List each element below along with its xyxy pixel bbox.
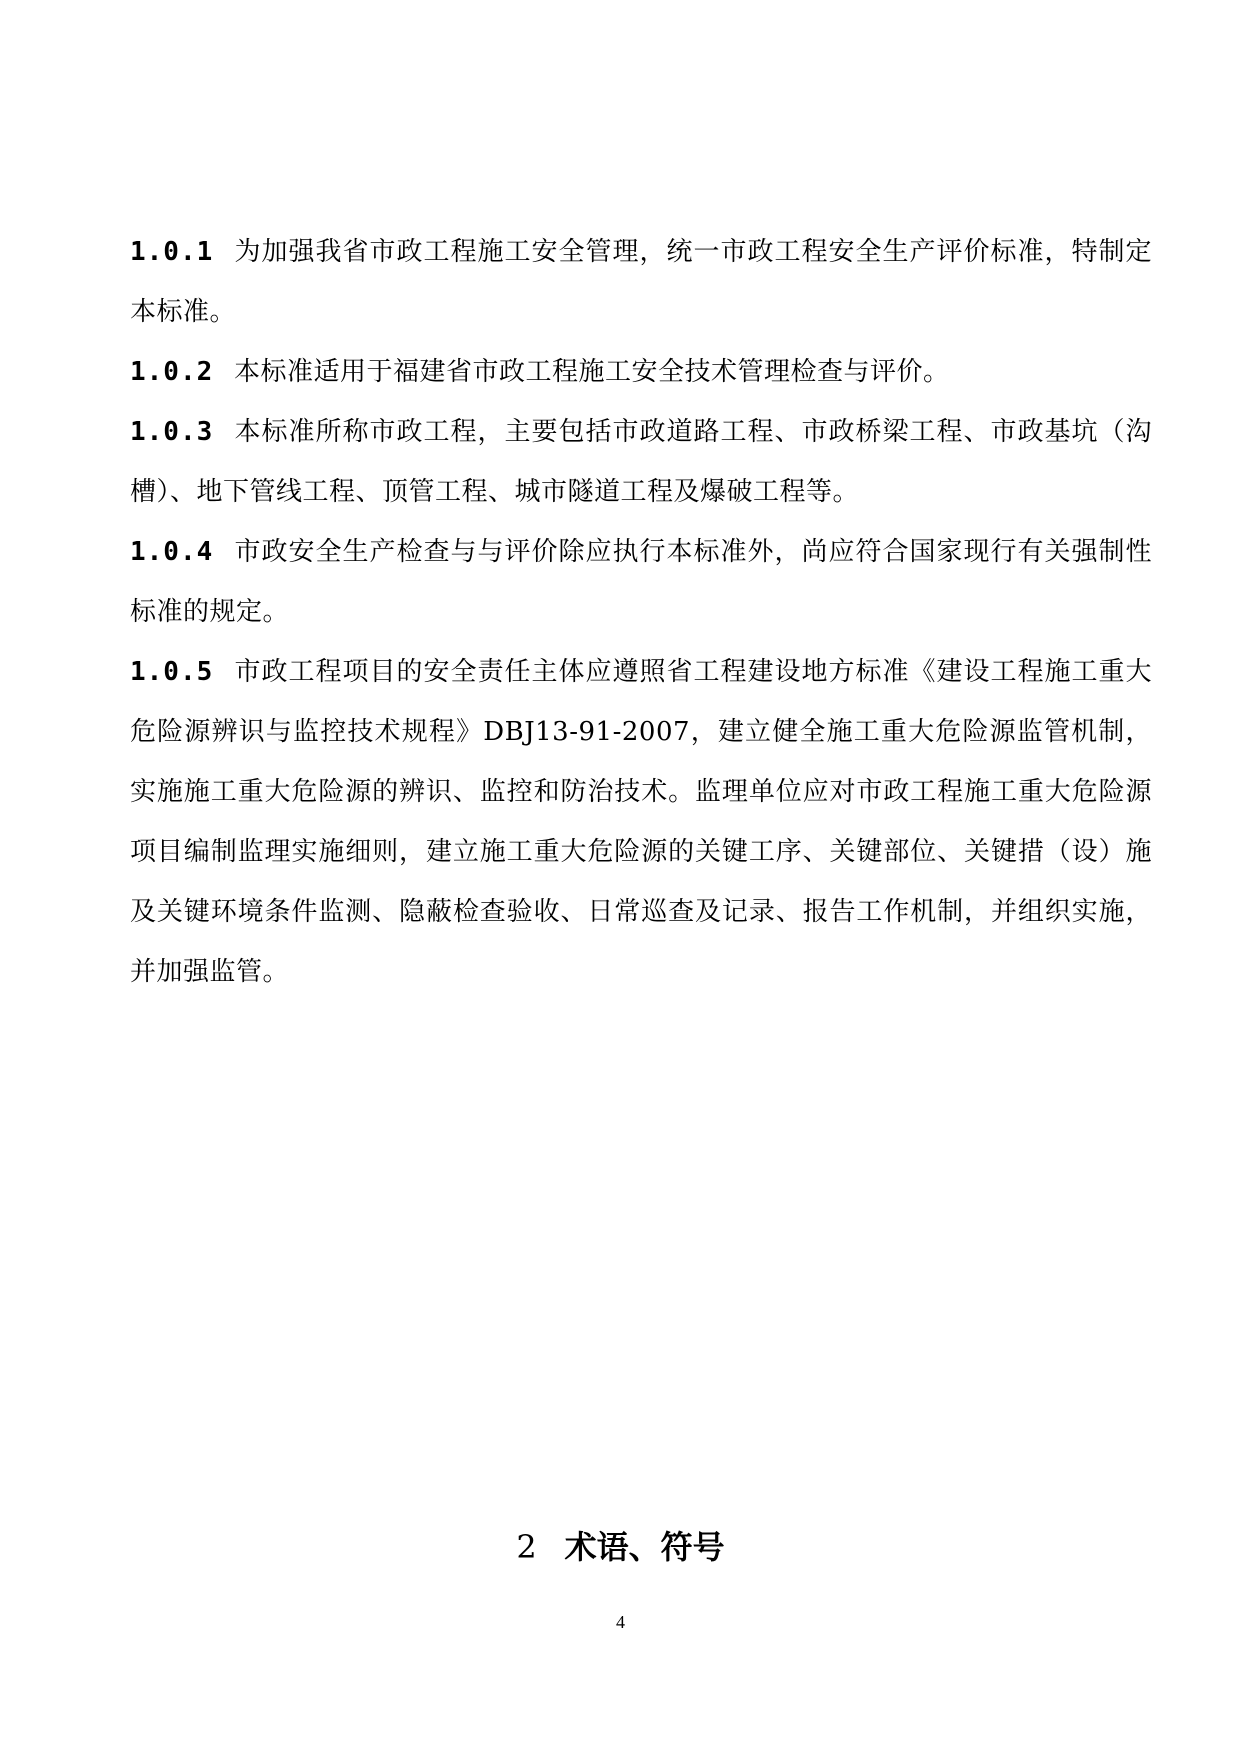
clause-number: 1.0.1: [130, 237, 214, 267]
clause-number: 1.0.3: [130, 417, 214, 447]
chapter-title: 术语、符号: [564, 1528, 725, 1566]
clause-text: 市政工程项目的安全责任主体应遵照省工程建设地方标准《建设工程施工重大危险源辨识与监控技术规程》DBJ13-91-2007，建立健全施工重大危险源监管机制，实施施工重大危险源的辨识、监控和防治技术。监理单位应对市政工程施工重大危险源项目编制监理实施细则，建立施工重大危险源的关键工序、关键部位、关键措（设）施及关键环境条件监测、隐蔽检查验收、日常巡查及记录、报告工作机制，并组织实施，并加强监管。: [130, 657, 1152, 987]
clause-1-0-1: [130, 222, 1152, 342]
clause-1-0-4: [130, 522, 1152, 642]
page-number: 4: [616, 1612, 625, 1632]
clause-text: 本标准所称市政工程，主要包括市政道路工程、市政桥梁工程、市政基坑（沟槽）、地下管线工程、顶管工程、城市隧道工程及爆破工程等。: [130, 417, 1152, 507]
clause-1-0-3: [130, 402, 1152, 522]
clause-text: 市政安全生产检查与与评价除应执行本标准外，尚应符合国家现行有关强制性标准的规定。: [130, 537, 1152, 627]
chapter-number: 2: [516, 1528, 537, 1566]
clause-1-0-5: [130, 642, 1152, 1002]
clause-number: 1.0.2: [130, 357, 214, 387]
clause-text: 为加强我省市政工程施工安全管理，统一市政工程安全生产评价标准，特制定本标准。: [130, 237, 1152, 327]
clause-number: 1.0.5: [130, 657, 214, 687]
clause-1-0-2: [130, 342, 1152, 402]
clause-number: 1.0.4: [130, 537, 214, 567]
clause-text: 本标准适用于福建省市政工程施工安全技术管理检查与评价。: [234, 357, 950, 387]
chapter-heading: [0, 1522, 1241, 1568]
